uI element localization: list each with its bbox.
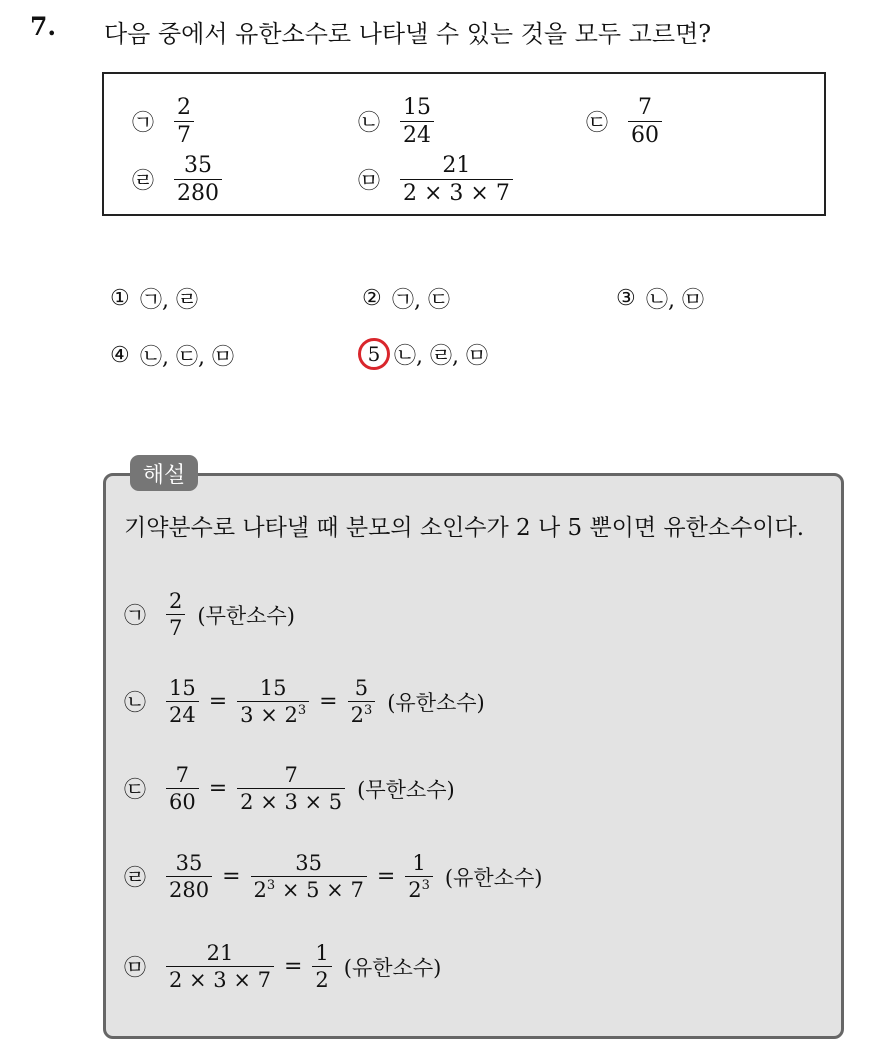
fraction [174,154,222,205]
numerator: 7 [175,763,190,787]
denominator: 60 [166,788,199,813]
equals-sign: = [376,864,396,890]
box-item-mieum [358,154,517,205]
fraction [348,677,376,726]
fraction [237,677,309,726]
fraction [400,96,434,147]
denominator [251,876,367,901]
numerator: 2 [177,95,191,120]
denominator: 280 [174,179,222,205]
equals-sign: = [208,689,228,715]
line-marker: ㉢ [124,778,147,804]
item-marker: ㉤ [358,169,381,195]
box-item-nieun [358,96,438,147]
fraction [237,764,345,813]
numerator: 2 [169,589,183,613]
denominator [237,701,309,726]
choice-2[interactable] [362,283,450,314]
exponent: 3 [266,878,276,894]
fraction [166,942,274,991]
choice-number: ③ [616,286,636,311]
question-text: 다음 중에서 유한소수로 나타낼 수 있는 것을 모두 고르면? [104,20,712,48]
fraction [174,96,194,147]
denominator: 2 × 3 × 7 [400,179,513,205]
denominator [405,876,433,901]
choice-number: ① [110,286,130,311]
equals-sign: = [208,776,228,802]
fraction [166,590,185,639]
item-marker: ㉣ [132,169,155,195]
denominator: 7 [166,614,185,639]
solution-intro: 기약분수로 나타낼 때 분모의 소인수가 2 나 5 뿐이면 유한소수이다. [124,515,805,541]
numerator: 21 [206,941,234,965]
denominator [348,701,376,726]
choice-text: ㉡, ㉣, ㉤ [394,343,488,369]
numerator: 1 [412,851,426,875]
numerator: 35 [175,851,203,875]
result-note: (무한소수) [357,777,455,802]
denominator: 2 × 3 × 5 [237,788,345,813]
denominator-base: 2 [253,878,267,903]
numerator: 1 [315,941,329,965]
line-marker: ㉤ [124,956,147,982]
denominator: 2 [312,966,331,991]
numerator: 7 [284,763,298,787]
result-note: (유한소수) [444,865,543,890]
equals-sign: = [222,864,241,890]
choice-3[interactable] [616,283,704,314]
numerator: 35 [295,851,323,875]
item-marker: ㉠ [132,111,155,137]
denominator: 24 [400,121,434,147]
exponent: 3 [363,703,373,719]
equals-sign: = [319,689,338,715]
item-marker: ㉢ [586,111,609,137]
denominator: 7 [174,121,194,147]
line-marker: ㉣ [124,866,147,892]
exponent: 3 [421,878,430,894]
line-marker: ㉠ [124,604,147,630]
exponent: 3 [297,703,307,719]
choice-text: ㉠, ㉣ [140,288,198,313]
solution-line-giyeok [124,590,295,639]
choice-text: ㉠, ㉢ [392,288,450,313]
fraction [166,764,199,813]
choice-5[interactable] [362,338,488,370]
box-item-digeut [586,96,666,147]
solution-tag: 해설 [130,455,198,491]
denominator: 24 [166,701,199,726]
result-note: (무한소수) [197,603,295,628]
fraction [166,852,212,901]
fraction [166,677,199,726]
result-note: (유한소수) [387,690,485,715]
box-item-giyeok [132,96,198,147]
numerator: 15 [259,676,287,700]
denominator-base: 3 × 2 [240,703,298,728]
fraction [405,852,433,901]
line-marker: ㉡ [124,691,147,717]
denominator-rest: × 5 × 7 [275,878,364,903]
equals-sign: = [283,954,303,980]
solution-line-mieum [124,942,441,991]
numerator: 35 [184,153,212,178]
solution-line-nieun [124,677,485,726]
denominator-base: 2 [408,878,422,903]
fraction [251,852,367,901]
fraction [312,942,331,991]
box-item-rieul [132,154,226,205]
item-marker: ㉡ [358,111,381,137]
denominator-base: 2 [350,703,364,728]
numerator: 7 [638,95,652,120]
numerator: 21 [442,153,471,178]
fraction [628,96,662,147]
selected-choice-circle: 5 [358,338,390,370]
choice-number: ④ [110,343,130,368]
choice-1[interactable] [110,283,198,314]
solution-line-rieul [124,852,542,901]
denominator: 2 × 3 × 7 [166,966,274,991]
result-note: (유한소수) [343,955,442,980]
numerator: 5 [354,676,369,700]
denominator: 60 [628,121,662,147]
question-number: 7. [30,12,57,41]
choice-number: ② [362,286,382,311]
numerator: 15 [169,676,196,700]
numerator: 15 [403,95,431,120]
fraction [400,154,513,205]
choice-text: ㉡, ㉤ [646,288,704,313]
choice-4[interactable] [110,340,234,371]
denominator: 280 [166,876,212,901]
choice-text: ㉡, ㉢, ㉤ [140,345,234,370]
solution-line-digeut [124,764,455,813]
